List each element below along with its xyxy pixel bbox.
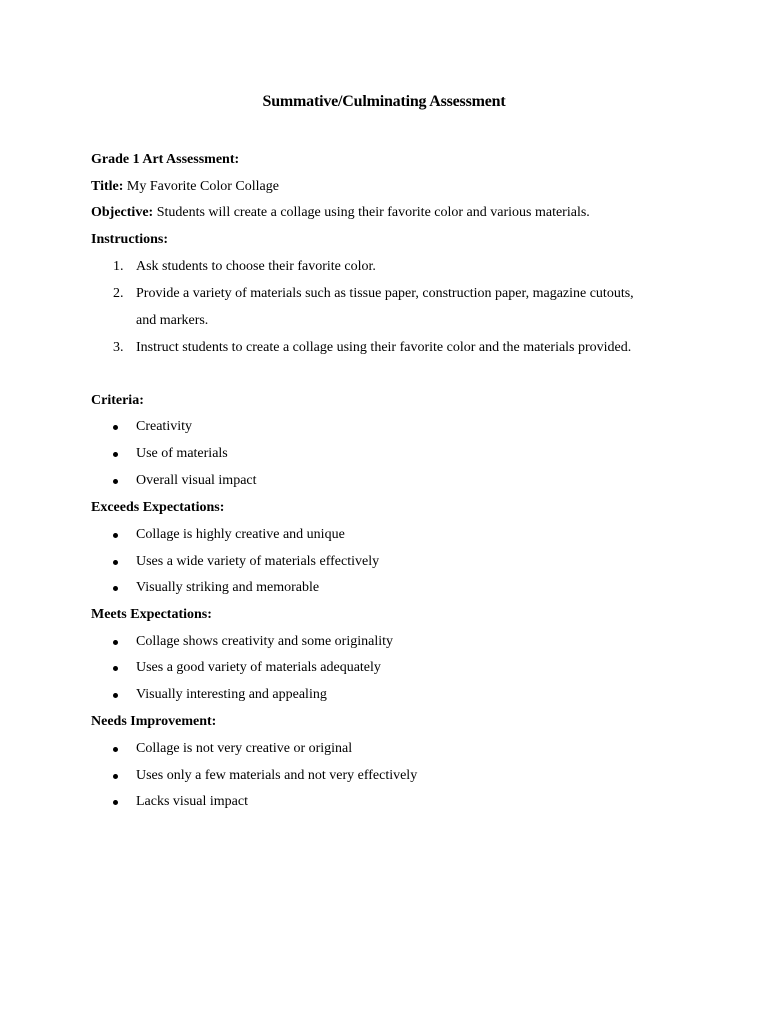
meets-item: Collage shows creativity and some originality [136,634,394,649]
exceeds-item: Visually striking and memorable [136,580,320,595]
document-title: Summative/Culminating Assessment [262,93,506,110]
title-value: My Favorite Color Collage [126,179,279,194]
instruction-item: Instruct students to create a collage using their favorite color and the materials provided. [136,340,632,355]
meets-heading: Meets Expectations: [91,607,212,622]
exceeds-item: Collage is highly creative and unique [136,527,345,542]
exceeds-item: Uses a wide variety of materials effectively [136,554,380,569]
criteria-item: Use of materials [136,446,228,461]
assessment-heading: Grade 1 Art Assessment: [91,152,240,167]
meets-item: Visually interesting and appealing [136,687,327,702]
instruction-number: 3. [113,340,124,355]
instruction-item-continued: and markers. [136,313,209,328]
bullet-icon [113,425,118,430]
criteria-item: Overall visual impact [136,473,257,488]
objective-line [91,203,590,223]
instruction-number: 1. [113,259,124,274]
needs-item: Lacks visual impact [136,794,248,809]
bullet-icon [113,693,118,698]
needs-heading: Needs Improvement: [91,714,217,729]
bullet-icon [113,452,118,457]
bullet-icon [113,533,118,538]
bullet-icon [113,666,118,671]
instruction-item: Ask students to choose their favorite color. [136,259,376,274]
bullet-icon [113,774,118,779]
instructions-heading: Instructions: [91,232,169,247]
objective-value: Students will create a collage using their favorite color and various materials. [156,205,590,220]
objective-label: Objective: [91,205,154,220]
instruction-number: 2. [113,286,124,301]
bullet-icon [113,640,118,645]
bullet-icon [113,800,118,805]
bullet-icon [113,479,118,484]
criteria-heading: Criteria: [91,393,144,408]
instruction-item: Provide a variety of materials such as tissue paper, construction paper, magazine cutouts, [136,286,634,301]
bullet-icon [113,560,118,565]
title-line [91,177,279,197]
needs-item: Uses only a few materials and not very effectively [136,768,418,783]
bullet-icon [113,586,118,591]
title-label: Title: [91,179,124,194]
meets-item: Uses a good variety of materials adequately [136,660,381,675]
exceeds-heading: Exceeds Expectations: [91,500,225,515]
needs-item: Collage is not very creative or original [136,741,353,756]
bullet-icon [113,747,118,752]
criteria-item: Creativity [136,419,192,434]
